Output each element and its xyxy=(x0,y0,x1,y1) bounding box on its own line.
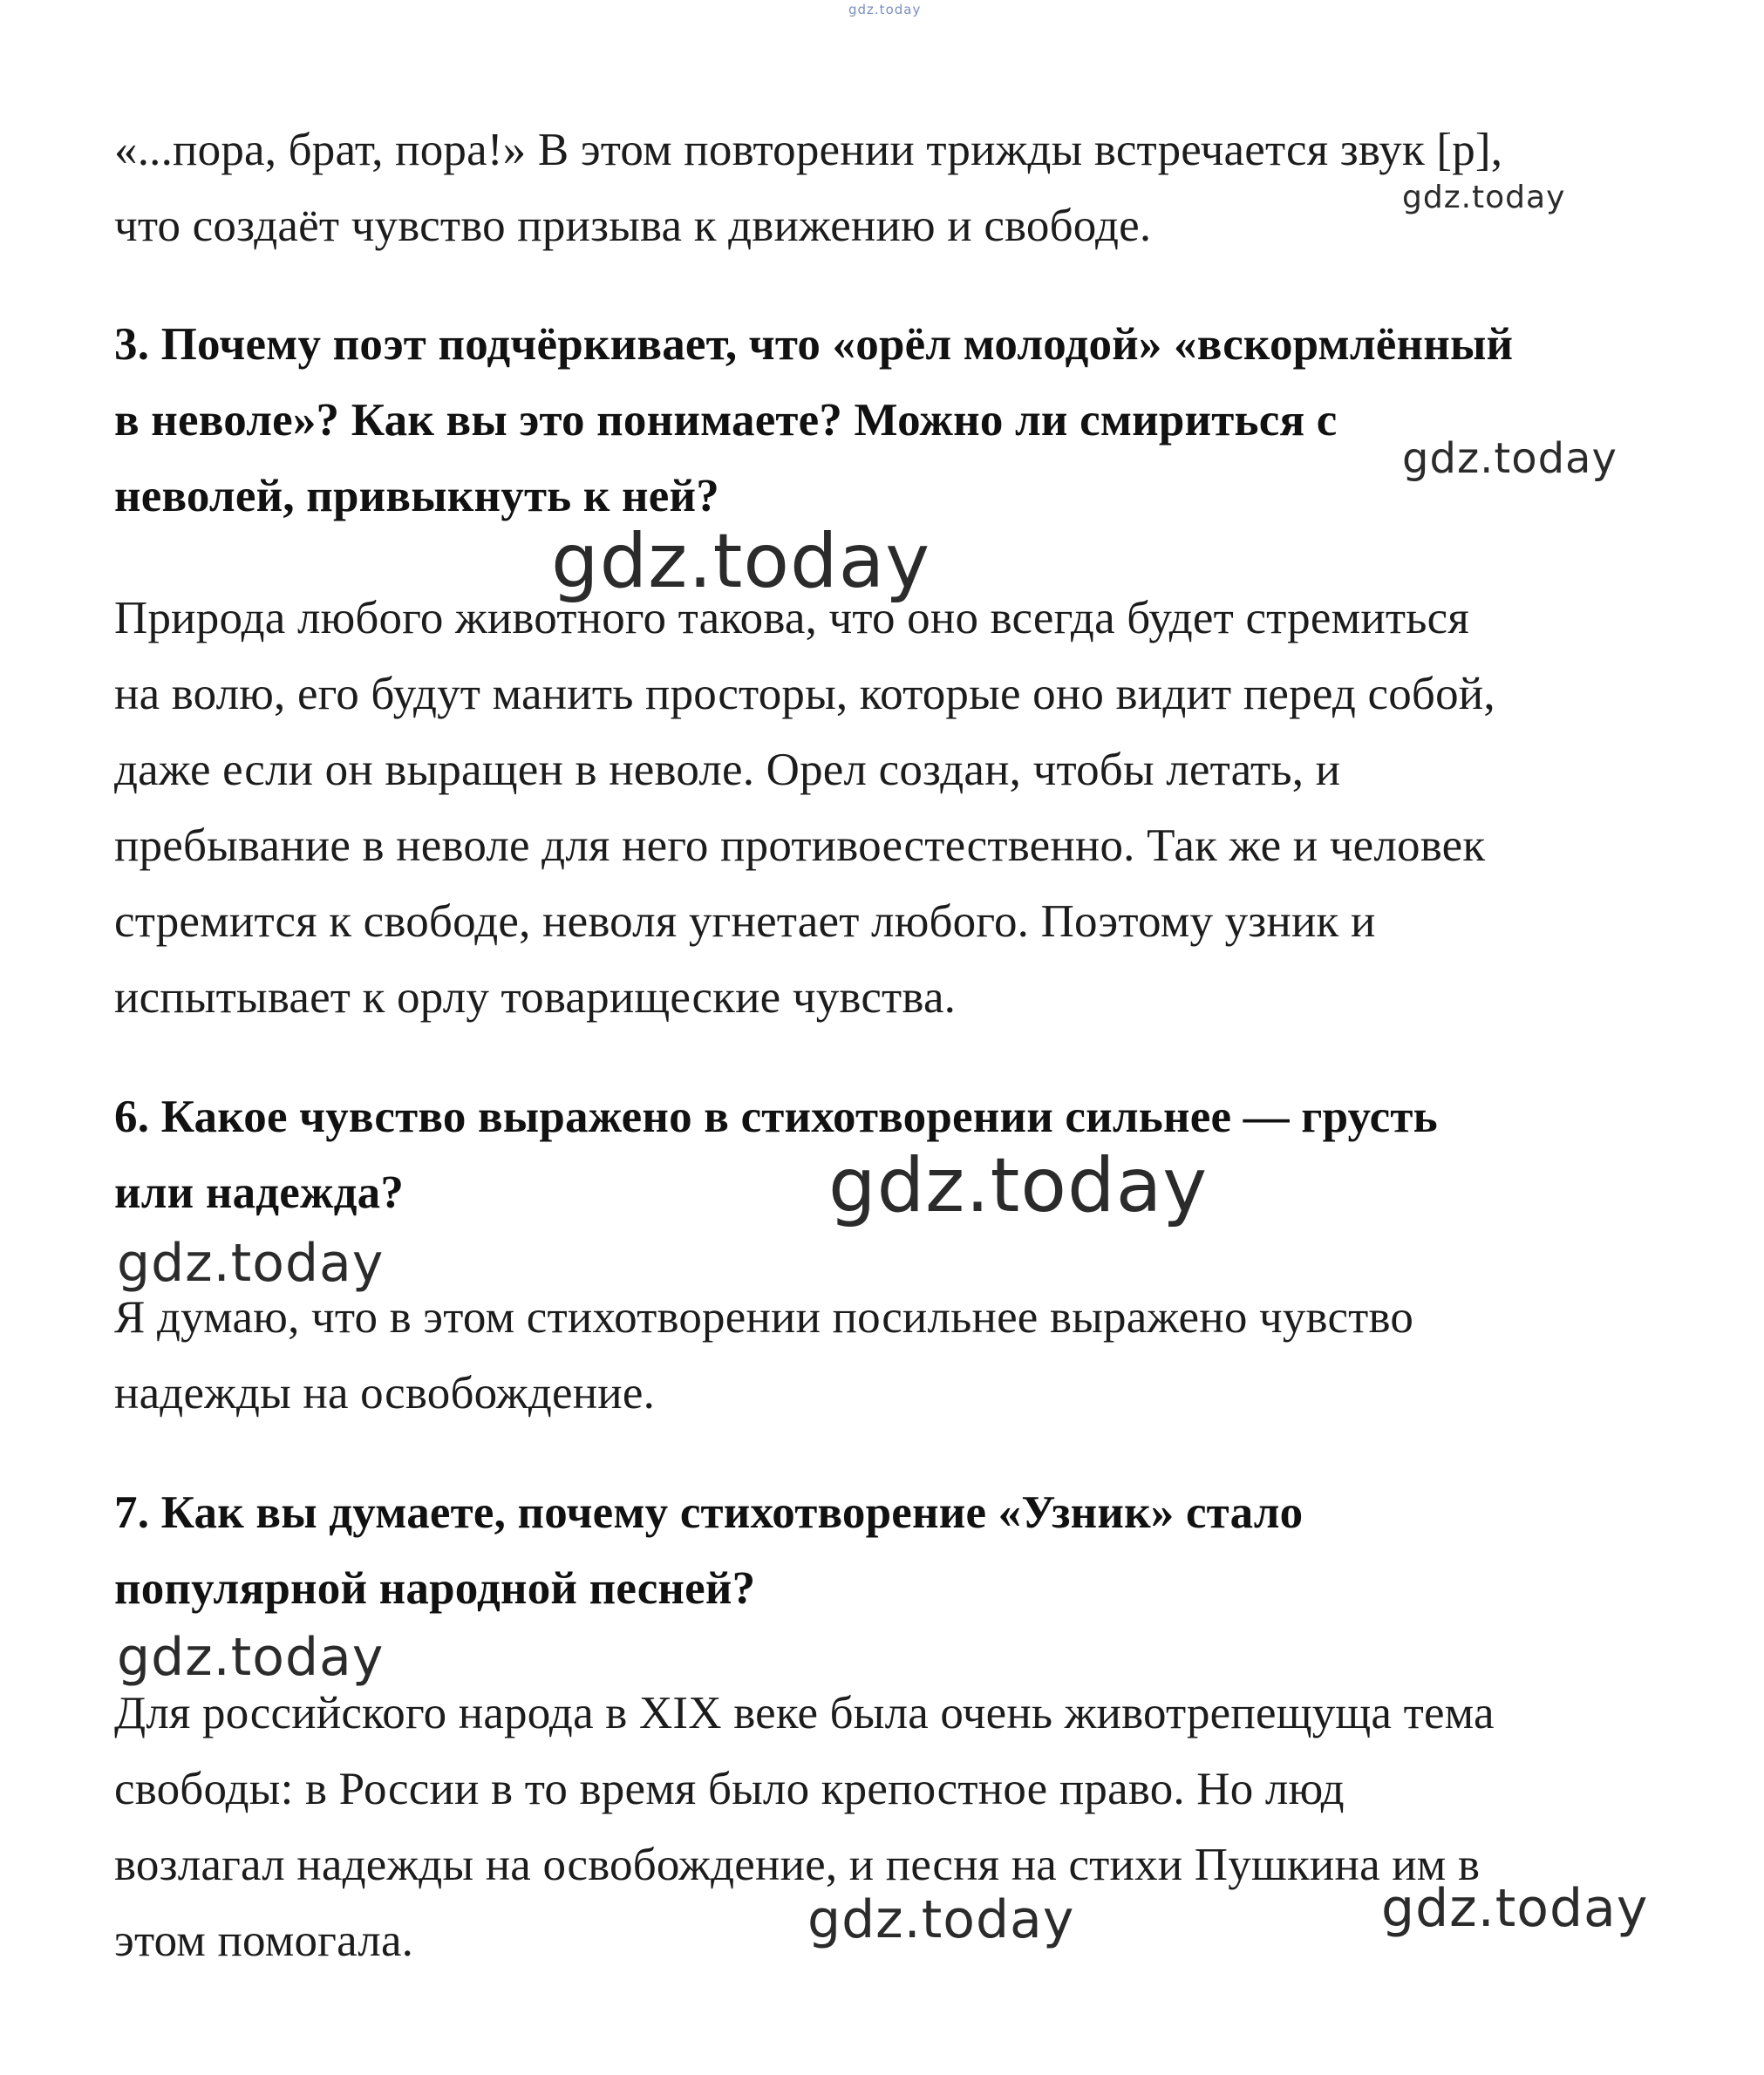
watermark: gdz.today xyxy=(117,1627,385,1688)
watermark: gdz.today xyxy=(807,1889,1075,1950)
header-watermark: gdz.today xyxy=(848,2,922,17)
answer-3-line: стремится к свободе, неволя угнетает любого. Поэтому узник и xyxy=(114,896,1376,947)
watermark: gdz.today xyxy=(1402,180,1566,215)
question-3-line: в неволе»? Как вы это понимаете? Можно ли смириться с xyxy=(114,395,1338,446)
answer-7-line: этом помогала. xyxy=(114,1915,414,1966)
answer-line: что создаёт чувство призыва к движению и свободе. xyxy=(114,201,1152,251)
answer-6-line: надежды на освобождение. xyxy=(114,1368,656,1418)
question-3-line: неволей, привыкнуть к ней? xyxy=(114,471,719,521)
answer-line: «...пора, брат, пора!» В этом повторении трижды встречается звук [р], xyxy=(114,125,1503,175)
answer-7-line: Для российского народа в XIX веке была очень животрепещуща тема xyxy=(114,1688,1495,1738)
question-6-line: 6. Какое чувство выражено в стихотворении сильнее — грусть xyxy=(114,1092,1438,1142)
question-6-line: или надежда? xyxy=(114,1167,405,1218)
watermark: gdz.today xyxy=(1381,1878,1649,1939)
question-3-line: 3. Почему поэт подчёркивает, что «орёл молодой» «вскормлённый xyxy=(114,319,1514,370)
answer-3-line: пребывание в неволе для него противоестественно. Так же и человек xyxy=(114,820,1486,871)
answer-7-line: возлагал надежды на освобождение, и песня на стихи Пушкина им в xyxy=(114,1840,1481,1890)
answer-3-line: даже если он выращен в неволе. Орел создан, чтобы летать, и xyxy=(114,745,1341,795)
answer-7-line: свободы: в России в то время было крепостное право. Но люд xyxy=(114,1764,1345,1814)
answer-6-line: Я думаю, что в этом стихотворении посильнее выражено чувство xyxy=(114,1292,1414,1343)
answer-3-line: Природа любого животного такова, что оно всегда будет стремиться xyxy=(114,593,1469,643)
watermark: gdz.today xyxy=(551,518,931,605)
watermark: gdz.today xyxy=(1402,434,1618,483)
question-7-line: 7. Как вы думаете, почему стихотворение «Узник» стало xyxy=(114,1487,1304,1538)
question-7-line: популярной народной песней? xyxy=(114,1563,756,1614)
answer-3-line: испытывает к орлу товарищеские чувства. xyxy=(114,972,957,1023)
answer-3-line: на волю, его будут манить просторы, которые оно видит перед собой, xyxy=(114,669,1495,719)
watermark: gdz.today xyxy=(117,1233,385,1294)
watermark: gdz.today xyxy=(828,1142,1209,1229)
